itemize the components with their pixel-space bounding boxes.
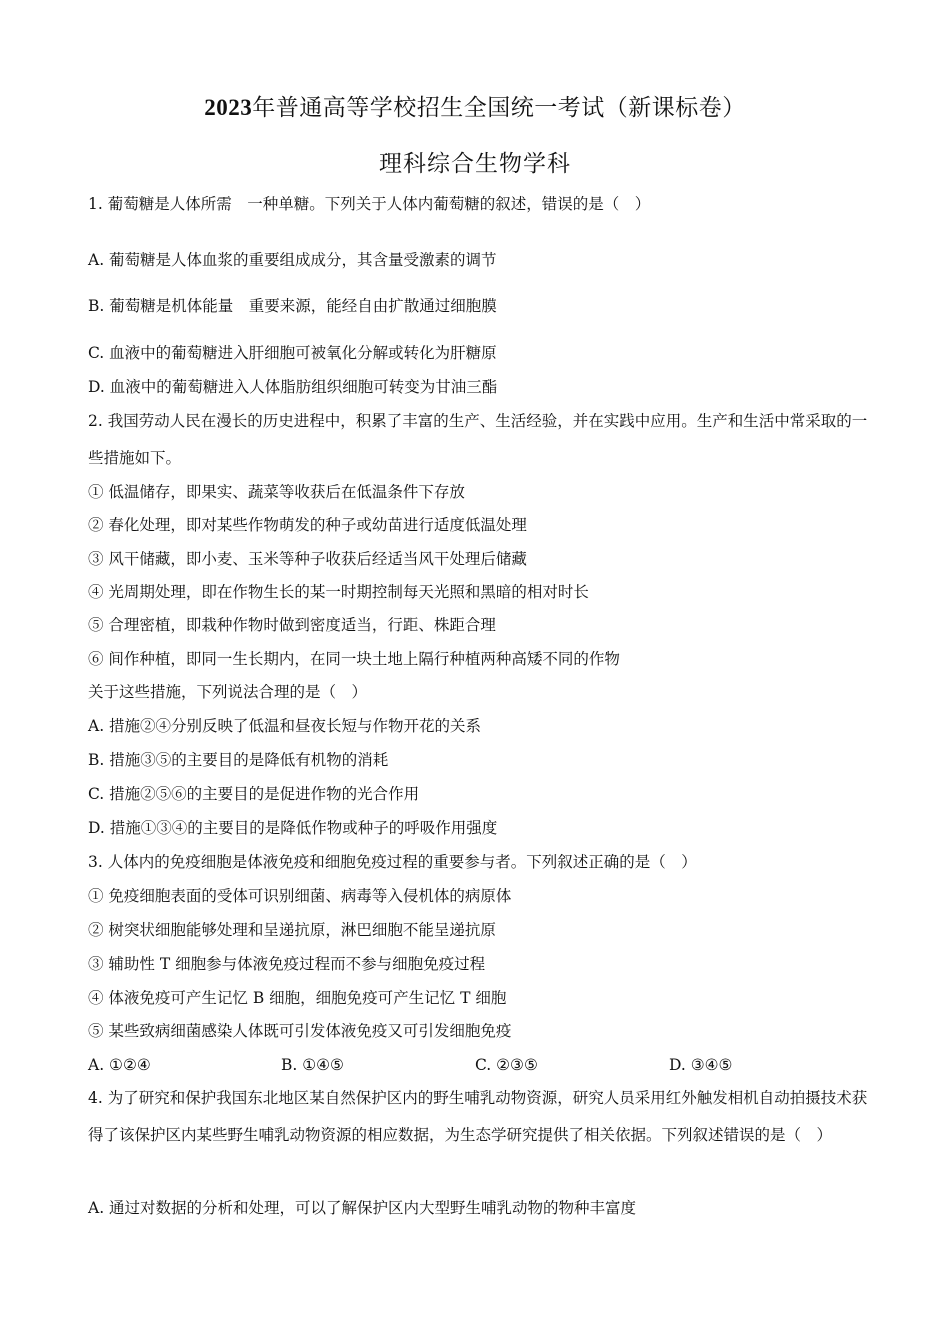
question-3-stem: 3. 人体内的免疫细胞是体液免疫和细胞免疫过程的重要参与者。下列叙述正确的是（ ） <box>88 853 697 871</box>
question-2-measure-2: ② 春化处理，即对某些作物萌发的种子或幼苗进行适度低温处理 <box>88 516 527 534</box>
question-2-stem: 2. 我国劳动人民在漫长的历史进程中，积累了丰富的生产、生活经验，并在实践中应用。生产和生活中常采取的一些措施如下。 <box>88 412 868 467</box>
page-title <box>0 89 950 122</box>
question-2-option-d: D. 措施①③④的主要目的是降低作物或种子的呼吸作用强度 <box>88 819 498 837</box>
question-3-statement-1: ① 免疫细胞表面的受体可识别细菌、病毒等入侵机体的病原体 <box>88 887 512 905</box>
question-3-option-a: A. ①②④ <box>88 1056 151 1074</box>
title-year: 2023 <box>204 95 253 120</box>
question-3-option-c: C. ②③⑤ <box>475 1056 538 1074</box>
question-3-statement-3: ③ 辅助性 T 细胞参与体液免疫过程而不参与细胞免疫过程 <box>88 955 486 973</box>
question-3-option-b: B. ①④⑤ <box>281 1056 344 1074</box>
question-2-option-b: B. 措施③⑤的主要目的是降低有机物的消耗 <box>88 751 389 769</box>
question-2-measure-5: ⑤ 合理密植，即栽种作物时做到密度适当，行距、株距合理 <box>88 616 496 634</box>
question-2-option-c: C. 措施②⑤⑥的主要目的是促进作物的光合作用 <box>88 785 420 803</box>
question-2-question: 关于这些措施，下列说法合理的是（ ） <box>88 683 368 701</box>
question-4-option-a: A. 通过对数据的分析和处理，可以了解保护区内大型野生哺乳动物的物种丰富度 <box>88 1199 637 1217</box>
question-4-stem: 4. 为了研究和保护我国东北地区某自然保护区内的野生哺乳动物资源，研究人员采用红外触发相机自动拍摄技术获得了该保护区内某些野生哺乳动物资源的相应数据，为生态学研究提供了相关依据。下列叙述错误的是（ ） <box>88 1089 868 1144</box>
question-2-option-a: A. 措施②④分别反映了低温和昼夜长短与作物开花的关系 <box>88 717 482 735</box>
question-1-option-b: B. 葡萄糖是机体能量 重要来源，能经自由扩散通过细胞膜 <box>88 297 497 315</box>
question-2-measure-3: ③ 风干储藏，即小麦、玉米等种子收获后经适当风干处理后储藏 <box>88 550 527 568</box>
question-1-option-a: A. 葡萄糖是人体血浆的重要组成成分，其含量受激素的调节 <box>88 251 497 269</box>
question-2-measure-1: ① 低温储存，即果实、蔬菜等收获后在低温条件下存放 <box>88 483 465 501</box>
title-text: 年普通高等学校招生全国统一考试（新课标卷） <box>252 95 746 121</box>
question-3-statement-4: ④ 体液免疫可产生记忆 B 细胞，细胞免疫可产生记忆 T 细胞 <box>88 989 507 1007</box>
question-2-measure-4: ④ 光周期处理，即在作物生长的某一时期控制每天光照和黑暗的相对时长 <box>88 583 589 601</box>
page-subtitle: 理科综合生物学科 <box>379 151 571 177</box>
question-1-stem: 1. 葡萄糖是人体所需 一种单糖。下列关于人体内葡萄糖的叙述，错误的是（ ） <box>88 195 651 213</box>
question-2-measure-6: ⑥ 间作种植，即同一生长期内，在同一块土地上隔行种植两种高矮不同的作物 <box>88 650 620 668</box>
question-3-statement-2: ② 树突状细胞能够处理和呈递抗原，淋巴细胞不能呈递抗原 <box>88 921 496 939</box>
question-3-statement-5: ⑤ 某些致病细菌感染人体既可引发体液免疫又可引发细胞免疫 <box>88 1022 512 1040</box>
question-1-option-d: D. 血液中的葡萄糖进入人体脂肪组织细胞可转变为甘油三酯 <box>88 378 498 396</box>
question-1-option-c: C. 血液中的葡萄糖进入肝细胞可被氧化分解或转化为肝糖原 <box>88 344 497 362</box>
question-3-option-d: D. ③④⑤ <box>669 1056 733 1074</box>
